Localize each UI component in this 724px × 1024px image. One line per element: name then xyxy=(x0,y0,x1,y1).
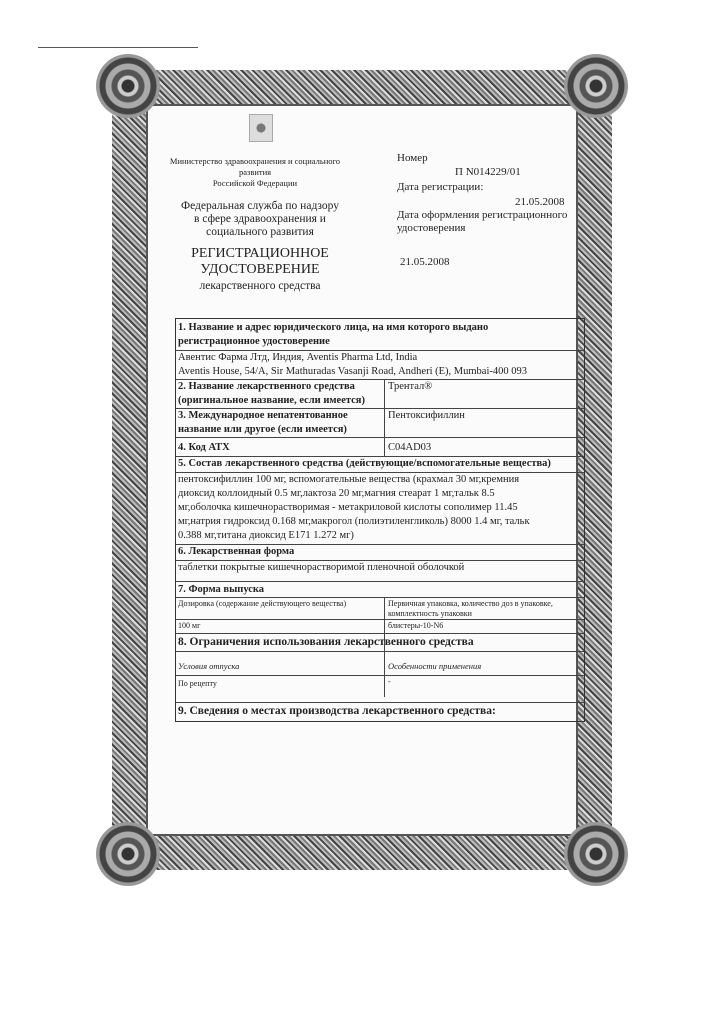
section-5-value xyxy=(176,473,530,543)
registration-date: 21.05.2008 xyxy=(515,196,565,208)
corner-rosette-icon xyxy=(96,822,160,886)
dosage-header: Дозировка (содержание действующего вещества) xyxy=(178,599,347,608)
title-line: УДОСТОВЕРЕНИЕ xyxy=(200,262,320,277)
issue-date-label xyxy=(397,209,567,235)
section-9-title: 9. Сведения о местах производства лекарственного средства: xyxy=(178,705,496,717)
title-line: 1. Название и адрес юридического лица, на имя которого выдано xyxy=(178,322,489,333)
packaging-value: блистеры-10-N6 xyxy=(388,621,444,630)
corner-rosette-icon xyxy=(564,54,628,118)
dispensing-conditions-header: Условия отпуска xyxy=(178,661,240,671)
value-line: 0.388 мг,титана диоксид Е171 1.272 мг) xyxy=(178,530,354,541)
section-2-title xyxy=(176,380,365,408)
header-line: комплектность упаковки xyxy=(388,609,472,618)
title-line: 2. Название лекарственного средства xyxy=(178,381,355,392)
title-line: название или другое (если имеется) xyxy=(178,424,347,435)
ministry-line: развития xyxy=(238,167,272,177)
section-1-title xyxy=(176,321,488,349)
section-3-value: Пентоксифиллин xyxy=(388,410,465,421)
issue-date-label-line: удостоверения xyxy=(397,222,466,234)
corner-rosette-icon xyxy=(564,822,628,886)
value-line: Aventis House, 54/A, Sir Mathuradas Vasanji Road, Andheri (E), Mumbai-400 093 xyxy=(178,366,527,377)
section-7-title: 7. Форма выпуска xyxy=(178,584,265,595)
section-4-title: 4. Код АТХ xyxy=(178,442,230,453)
title-line: (оригинальное название, если имеется) xyxy=(178,395,365,406)
scan-line xyxy=(38,47,198,48)
header-line: Первичная упаковка, количество доз в упаковке, xyxy=(388,599,553,608)
value-line: пентоксифиллин 100 мг, вспомогательные вещества (крахмал 30 мг,кремния xyxy=(178,474,520,485)
registration-date-label: Дата регистрации: xyxy=(397,181,484,193)
title-line: 3. Международное непатентованное xyxy=(178,410,348,421)
section-2-value: Трентал® xyxy=(388,381,433,392)
issue-date-label-line: Дата оформления регистрационного xyxy=(397,209,568,221)
usage-features-header: Особенности применения xyxy=(388,661,482,671)
corner-rosette-icon xyxy=(96,54,160,118)
issue-date: 21.05.2008 xyxy=(400,256,450,268)
title-line: РЕГИСТРАЦИОННОЕ xyxy=(191,246,329,261)
service-line: в сфере здравоохранения и xyxy=(194,213,326,225)
section-1-value xyxy=(176,351,527,379)
value-line: мг,натрия гидроксид 0.168 мг,макрогол (полиэтиленгликоль) 8000 1.4 мг, тальк xyxy=(178,516,530,527)
ministry-name xyxy=(160,156,350,189)
section-4-value: C04AD03 xyxy=(388,442,432,453)
ministry-line: Российской Федерации xyxy=(212,178,298,188)
section-5-title: 5. Состав лекарственного средства (действующие/вспомогательные вещества) xyxy=(178,458,551,469)
ministry-line: Министерство здравоохранения и социального xyxy=(169,156,341,166)
title-line: регистрационное удостоверение xyxy=(178,336,330,347)
service-line: социального развития xyxy=(206,226,314,238)
registration-number: П N014229/01 xyxy=(455,166,521,178)
certificate-table xyxy=(175,318,585,722)
value-line: мг,оболочка кишечнорастворимая - метакриловой кислоты сополимер 11.45 xyxy=(178,502,518,513)
dispensing-conditions-value: По рецепту xyxy=(178,679,217,688)
packaging-header xyxy=(386,599,553,619)
number-label: Номер xyxy=(397,152,428,164)
service-name xyxy=(170,200,350,239)
service-line: Федеральная служба по надзору xyxy=(180,200,340,212)
section-3-title xyxy=(176,409,348,437)
section-8-title: 8. Ограничения использования лекарственного средства xyxy=(178,636,474,648)
coat-of-arms-icon xyxy=(249,114,273,142)
usage-features-value: - xyxy=(388,677,391,686)
dosage-value: 100 мг xyxy=(178,621,201,630)
section-6-value: таблетки покрытые кишечнорастворимой пленочной оболочкой xyxy=(178,562,465,573)
value-line: Авентис Фарма Лтд, Индия, Aventis Pharma Ltd, India xyxy=(178,352,418,363)
document-subtitle: лекарственного средства xyxy=(199,280,321,292)
document-title xyxy=(170,246,350,294)
section-6-title: 6. Лекарственная форма xyxy=(178,546,295,557)
value-line: диоксид коллоидный 0.5 мг,лактоза 20 мг,магния стеарат 1 мг,тальк 8.5 xyxy=(178,488,495,499)
